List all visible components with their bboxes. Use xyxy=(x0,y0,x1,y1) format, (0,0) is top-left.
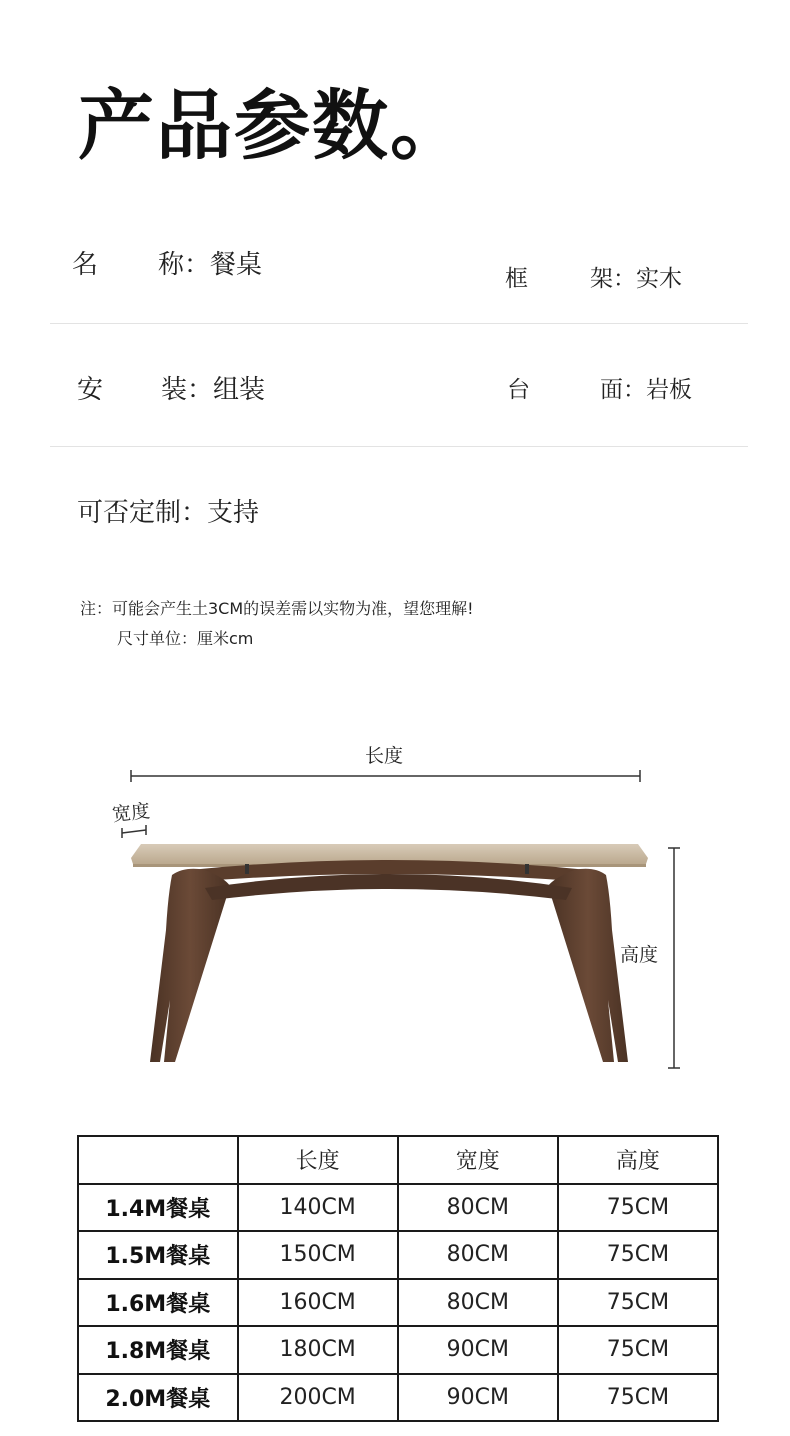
wood-arch xyxy=(205,874,572,900)
spec-custom-label: 可否定制 xyxy=(77,498,182,528)
row-width: 90CM xyxy=(398,1374,558,1422)
row-width: 80CM xyxy=(398,1184,558,1232)
width-dimension-line xyxy=(122,825,146,838)
table-row xyxy=(78,1374,718,1422)
note-unit: 尺寸单位：厘米cm xyxy=(117,629,254,648)
header-length: 长度 xyxy=(238,1136,398,1184)
table-header-row xyxy=(78,1136,718,1184)
table-row xyxy=(78,1326,718,1374)
spec-frame-sep: ： xyxy=(613,266,636,292)
row-height: 75CM xyxy=(558,1184,718,1232)
spec-name-value: 餐桌 xyxy=(210,250,263,280)
row-width: 80CM xyxy=(398,1279,558,1327)
spec-top-label-b: 面 xyxy=(600,377,623,403)
height-dimension-line xyxy=(668,848,680,1068)
length-dimension-line xyxy=(131,770,640,782)
spec-custom xyxy=(77,492,259,529)
table-row xyxy=(78,1279,718,1327)
table-row xyxy=(78,1231,718,1279)
spec-frame-value: 实木 xyxy=(636,266,682,292)
spec-install-label-b: 装 xyxy=(161,375,188,405)
spec-frame xyxy=(505,260,682,293)
row-height: 75CM xyxy=(558,1374,718,1422)
row-model: 2.0M餐桌 xyxy=(78,1374,238,1422)
row-height: 75CM xyxy=(558,1231,718,1279)
row-height: 75CM xyxy=(558,1326,718,1374)
page-title: 产品参数。 xyxy=(78,81,468,170)
row-model: 1.5M餐桌 xyxy=(78,1231,238,1279)
spec-frame-label-b: 架 xyxy=(590,266,613,292)
spec-custom-sep: ： xyxy=(181,498,208,528)
spec-name-sep: ： xyxy=(184,250,211,280)
length-label: 长度 xyxy=(365,745,404,767)
spec-custom-value: 支持 xyxy=(207,498,260,528)
size-table xyxy=(77,1135,719,1422)
spec-install-label-a: 安 xyxy=(77,375,104,405)
spec-install xyxy=(77,369,265,406)
spec-top-label-a: 台 xyxy=(507,377,530,403)
table-dimension-diagram xyxy=(0,700,790,1120)
spec-name xyxy=(72,244,262,281)
height-label: 高度 xyxy=(620,944,659,966)
row-width: 90CM xyxy=(398,1326,558,1374)
row-length: 160CM xyxy=(238,1279,398,1327)
row-model: 1.6M餐桌 xyxy=(78,1279,238,1327)
note-tolerance: 注：可能会产生土3CM的误差需以实物为准，望您理解! xyxy=(80,599,474,618)
row-length: 150CM xyxy=(238,1231,398,1279)
spec-install-sep: ： xyxy=(187,375,214,405)
spec-top xyxy=(507,371,692,404)
header-height: 高度 xyxy=(558,1136,718,1184)
header-width: 宽度 xyxy=(398,1136,558,1184)
spec-frame-label-a: 框 xyxy=(505,266,528,292)
divider xyxy=(50,323,748,324)
row-model: 1.8M餐桌 xyxy=(78,1326,238,1374)
row-width: 80CM xyxy=(398,1231,558,1279)
row-model: 1.4M餐桌 xyxy=(78,1184,238,1232)
spec-name-label-b: 称 xyxy=(158,250,185,280)
spec-name-label-a: 名 xyxy=(72,250,99,280)
row-length: 180CM xyxy=(238,1326,398,1374)
row-height: 75CM xyxy=(558,1279,718,1327)
spec-install-value: 组装 xyxy=(213,375,266,405)
row-length: 200CM xyxy=(238,1374,398,1422)
spec-top-value: 岩板 xyxy=(646,377,692,403)
spec-top-sep: ： xyxy=(623,377,646,403)
header-cell-empty xyxy=(78,1136,238,1184)
row-length: 140CM xyxy=(238,1184,398,1232)
width-label: 宽度 xyxy=(111,800,152,826)
table-row xyxy=(78,1184,718,1232)
divider xyxy=(50,446,748,447)
